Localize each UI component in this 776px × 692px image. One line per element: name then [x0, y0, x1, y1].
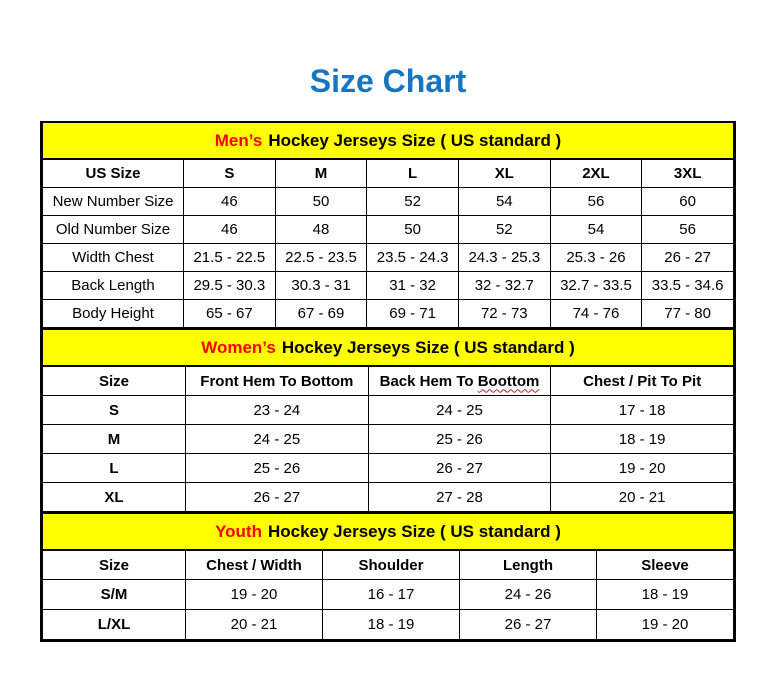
column-header-sleeve: Sleeve [597, 550, 734, 580]
data-cell: 26 - 27 [460, 610, 597, 640]
column-header-xl: XL [458, 159, 550, 188]
womens-section-text: Hockey Jerseys Size ( US standard ) [281, 337, 575, 357]
row-label: XL [43, 483, 186, 512]
data-cell: 24 - 25 [186, 425, 369, 454]
youth-size-table [42, 512, 734, 640]
womens-section-header-row [43, 329, 734, 366]
data-cell: 32.7 - 33.5 [550, 272, 642, 300]
womens-section-header [43, 329, 734, 366]
data-cell: 25.3 - 26 [550, 244, 642, 272]
mens-row-back-length [43, 272, 734, 300]
data-cell: 18 - 19 [323, 610, 460, 640]
data-cell: 22.5 - 23.5 [275, 244, 367, 272]
mens-section-highlight: Men’s [214, 130, 263, 150]
data-cell: 54 [458, 188, 550, 216]
column-header-m: M [275, 159, 367, 188]
data-cell: 54 [550, 216, 642, 244]
data-cell: 56 [642, 216, 734, 244]
womens-section-highlight: Women’s [201, 337, 276, 357]
youth-column-header-row [43, 550, 734, 580]
youth-section-text: Hockey Jerseys Size ( US standard ) [267, 521, 561, 541]
data-cell: 31 - 32 [367, 272, 459, 300]
data-cell: 19 - 20 [186, 580, 323, 610]
column-header-chest-width: Chest / Width [186, 550, 323, 580]
data-cell: 52 [458, 216, 550, 244]
youth-section-header [43, 513, 734, 550]
womens-row-xl [43, 483, 734, 512]
data-cell: 33.5 - 34.6 [642, 272, 734, 300]
data-cell: 20 - 21 [186, 610, 323, 640]
row-label: Width Chest [43, 244, 184, 272]
data-cell: 18 - 19 [551, 425, 734, 454]
data-cell: 65 - 67 [184, 300, 276, 328]
column-header-size: Size [43, 366, 186, 396]
mens-column-header-row [43, 159, 734, 188]
row-label: L/XL [43, 610, 186, 640]
womens-size-table [42, 328, 734, 512]
column-header-us-size: US Size [43, 159, 184, 188]
column-header-3xl: 3XL [642, 159, 734, 188]
misspelled-word: Boottom [477, 372, 540, 390]
data-cell: 26 - 27 [642, 244, 734, 272]
womens-row-l [43, 454, 734, 483]
row-label: M [43, 425, 186, 454]
column-header-back-hem-to-boottom [368, 366, 551, 396]
data-cell: 50 [275, 188, 367, 216]
data-cell: 17 - 18 [551, 396, 734, 425]
youth-section-highlight: Youth [215, 521, 262, 541]
youth-section-header-row [43, 513, 734, 550]
data-cell: 60 [642, 188, 734, 216]
column-header-size: Size [43, 550, 186, 580]
data-cell: 23 - 24 [186, 396, 369, 425]
row-label: Back Length [43, 272, 184, 300]
youth-row-s-m [43, 580, 734, 610]
data-cell: 50 [367, 216, 459, 244]
row-label: Body Height [43, 300, 184, 328]
data-cell: 19 - 20 [551, 454, 734, 483]
column-header-chest-pit-to-pit: Chest / Pit To Pit [551, 366, 734, 396]
size-chart-tables [40, 121, 736, 642]
data-cell: 32 - 32.7 [458, 272, 550, 300]
row-label: L [43, 454, 186, 483]
data-cell: 24 - 25 [368, 396, 551, 425]
data-cell: 18 - 19 [597, 580, 734, 610]
row-label: S [43, 396, 186, 425]
row-label: Old Number Size [43, 216, 184, 244]
row-label: New Number Size [43, 188, 184, 216]
mens-section-text: Hockey Jerseys Size ( US standard ) [268, 130, 562, 150]
row-label: S/M [43, 580, 186, 610]
mens-section-header-row [43, 123, 734, 159]
data-cell: 25 - 26 [186, 454, 369, 483]
womens-row-m [43, 425, 734, 454]
data-cell: 72 - 73 [458, 300, 550, 328]
data-cell: 23.5 - 24.3 [367, 244, 459, 272]
column-header-prefix: Back Hem To [379, 372, 478, 390]
data-cell: 46 [184, 216, 276, 244]
youth-row-l-xl [43, 610, 734, 640]
column-header-l: L [367, 159, 459, 188]
data-cell: 77 - 80 [642, 300, 734, 328]
data-cell: 56 [550, 188, 642, 216]
womens-row-s [43, 396, 734, 425]
data-cell: 52 [367, 188, 459, 216]
page-title: Size Chart [309, 63, 467, 99]
data-cell: 21.5 - 22.5 [184, 244, 276, 272]
data-cell: 27 - 28 [368, 483, 551, 512]
data-cell: 69 - 71 [367, 300, 459, 328]
data-cell: 26 - 27 [368, 454, 551, 483]
mens-row-new-number-size [43, 188, 734, 216]
mens-row-body-height [43, 300, 734, 328]
data-cell: 29.5 - 30.3 [184, 272, 276, 300]
data-cell: 25 - 26 [368, 425, 551, 454]
mens-size-table [42, 123, 734, 328]
column-header-shoulder: Shoulder [323, 550, 460, 580]
data-cell: 19 - 20 [597, 610, 734, 640]
data-cell: 26 - 27 [186, 483, 369, 512]
column-header-s: S [184, 159, 276, 188]
data-cell: 20 - 21 [551, 483, 734, 512]
womens-column-header-row [43, 366, 734, 396]
mens-row-old-number-size [43, 216, 734, 244]
data-cell: 24.3 - 25.3 [458, 244, 550, 272]
mens-row-width-chest [43, 244, 734, 272]
column-header-length: Length [460, 550, 597, 580]
data-cell: 24 - 26 [460, 580, 597, 610]
data-cell: 67 - 69 [275, 300, 367, 328]
column-header-front-hem-to-bottom: Front Hem To Bottom [186, 366, 369, 396]
data-cell: 46 [184, 188, 276, 216]
data-cell: 48 [275, 216, 367, 244]
column-header-2xl: 2XL [550, 159, 642, 188]
mens-section-header [43, 123, 734, 159]
data-cell: 74 - 76 [550, 300, 642, 328]
data-cell: 16 - 17 [323, 580, 460, 610]
data-cell: 30.3 - 31 [275, 272, 367, 300]
